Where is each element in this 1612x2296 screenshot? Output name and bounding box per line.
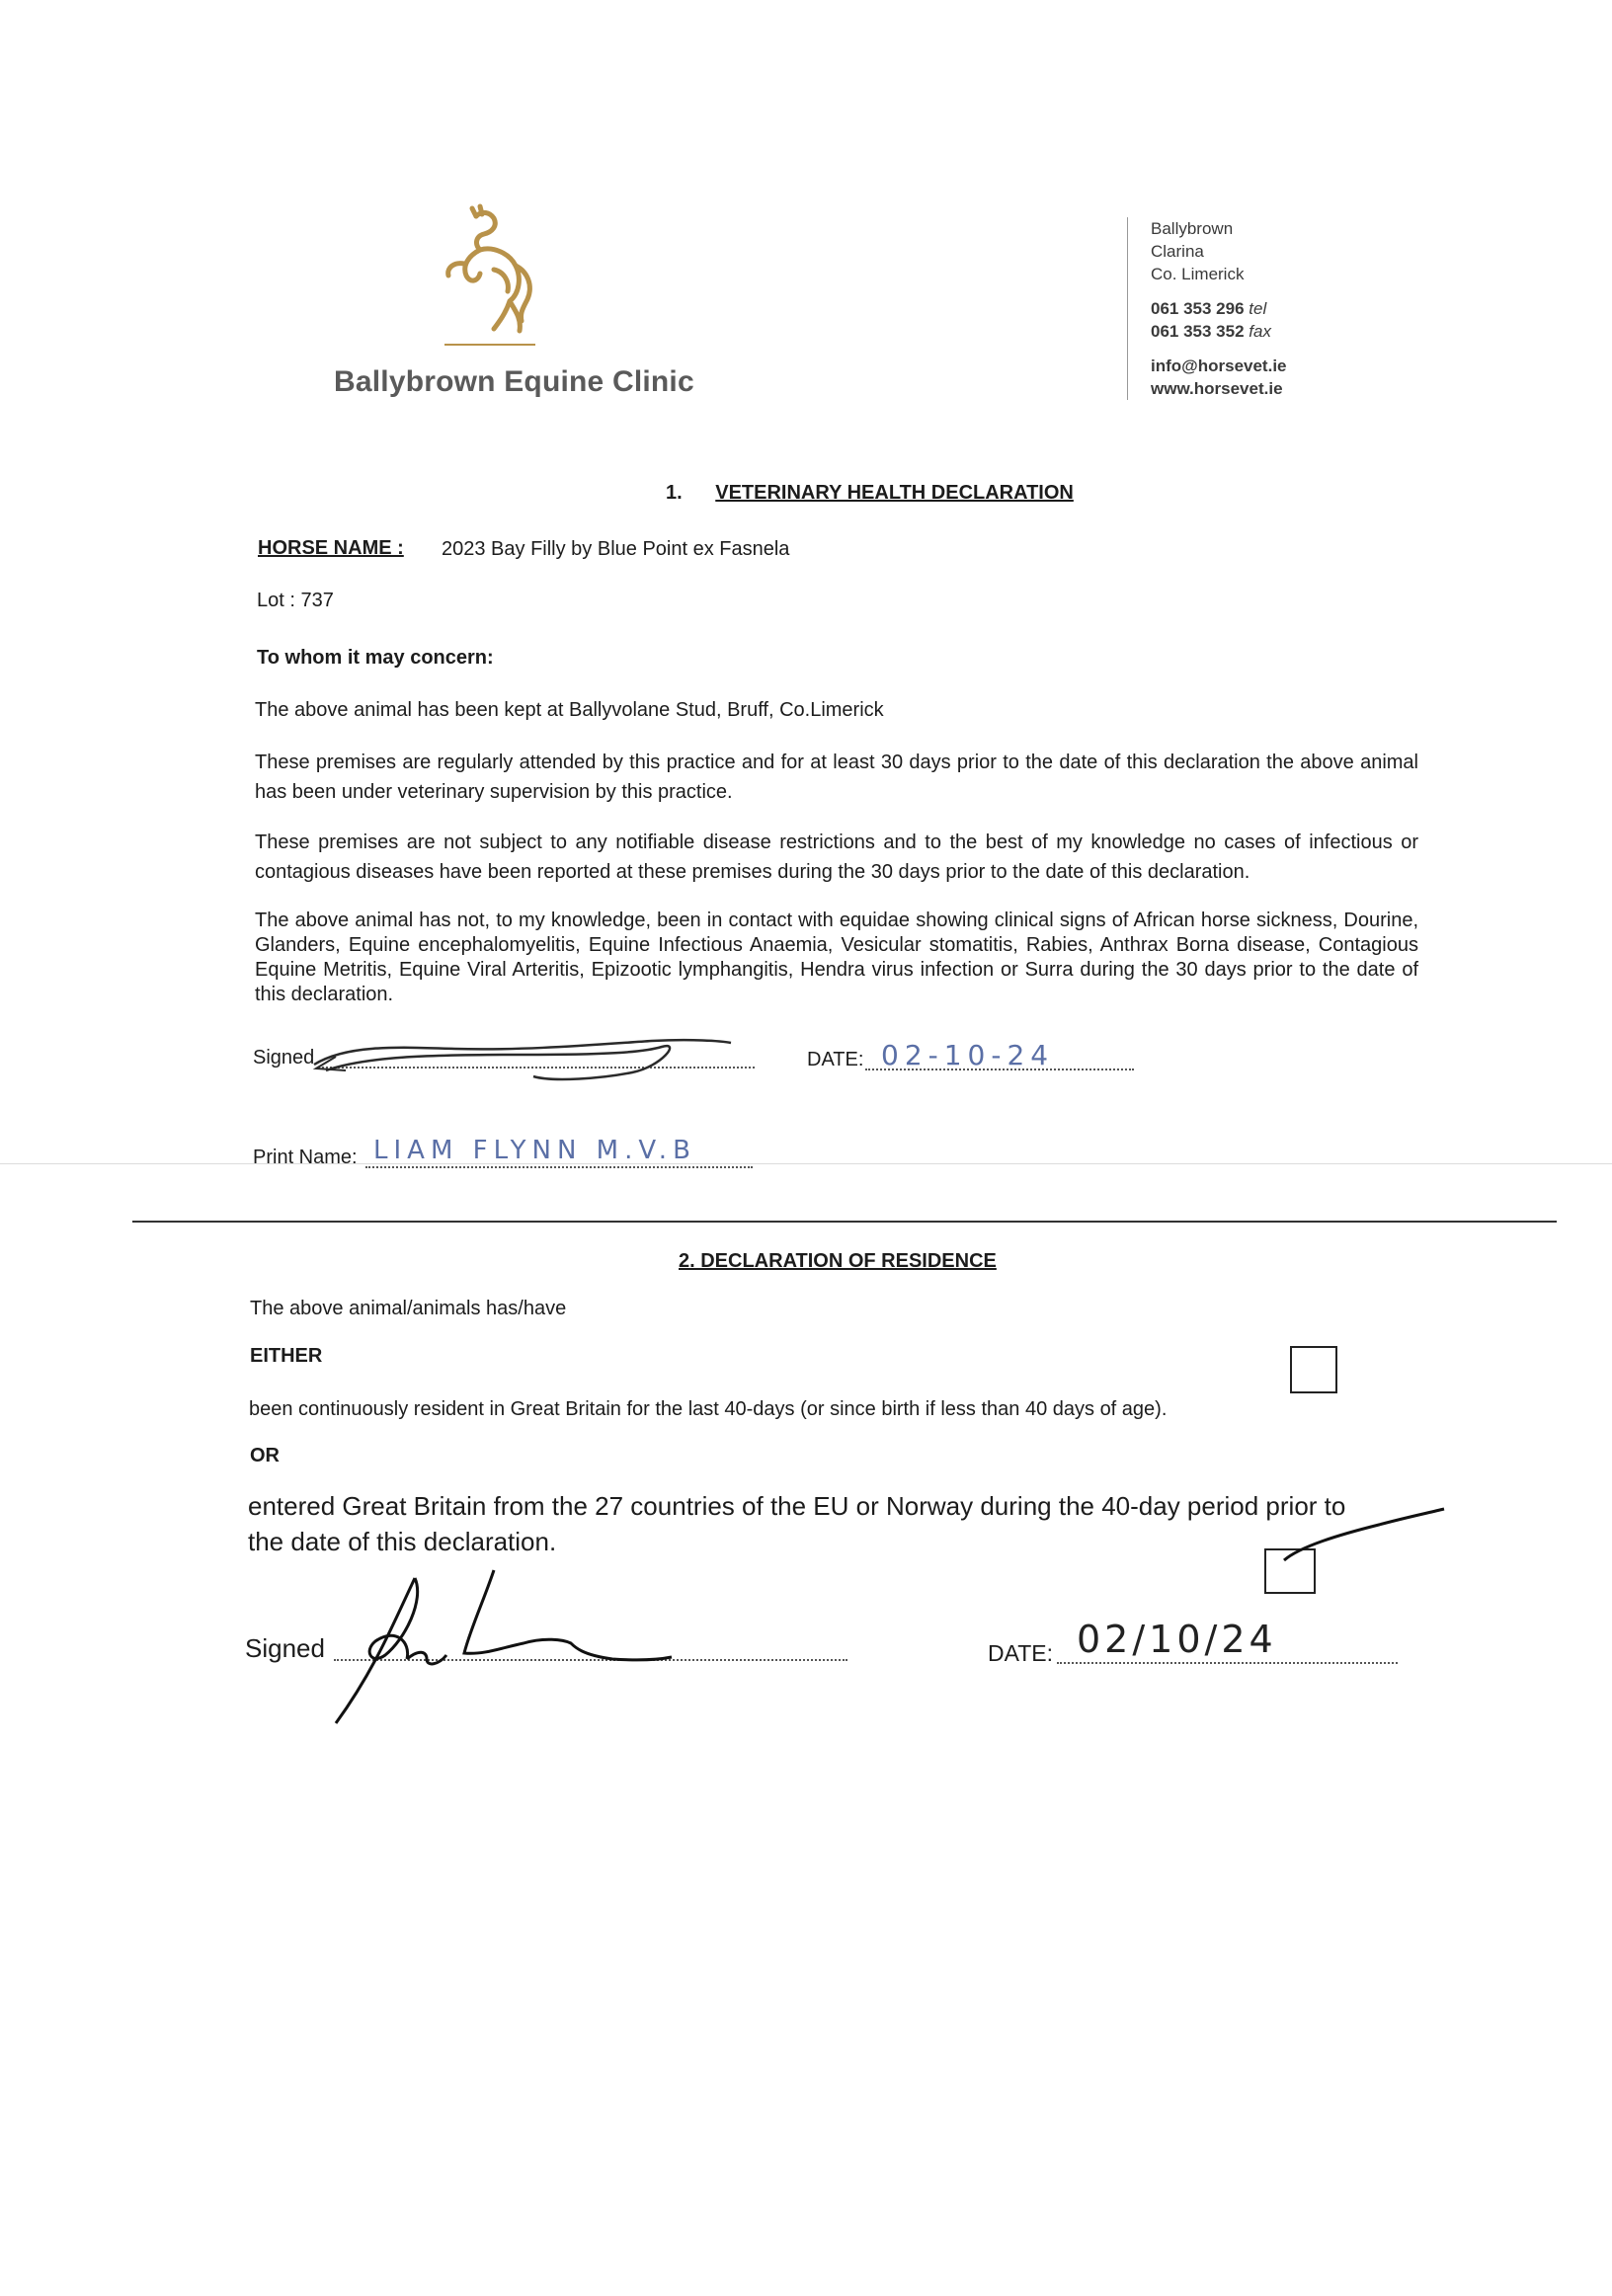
section2-title: 2. DECLARATION OF RESIDENCE xyxy=(679,1250,997,1272)
paragraph-premises: The above animal has been kept at Ballyvolane Stud, Bruff, Co.Limerick xyxy=(255,699,884,721)
residence-intro: The above animal/animals has/have xyxy=(250,1298,567,1319)
clinic-contact-block xyxy=(1151,217,1348,400)
checkbox-empty-icon[interactable] xyxy=(1290,1346,1337,1393)
fax-line xyxy=(1151,320,1348,343)
tel-line xyxy=(1151,297,1348,320)
section1-number: 1. xyxy=(666,482,683,504)
website-link[interactable]: www.horsevet.ie xyxy=(1151,379,1283,398)
address-line: Co. Limerick xyxy=(1151,265,1245,283)
section-divider xyxy=(132,1221,1557,1223)
salutation: To whom it may concern: xyxy=(257,647,494,669)
paragraph-contact-equidae: The above animal has not, to my knowledge, been in contact with equidae showing clinical signs of African horse sickness, Dourine, Glanders, Equine encephalomyelitis, Equine Infectious Anaemia, Vesicular stomatitis, Rabies, Anthrax Borna disease, Contagious Equine Metritis, Equine Viral Arteritis, Epizootic lymphangitis, Hendra virus infection or Surra during the 30 days prior to the date of this declaration. xyxy=(255,910,1418,1005)
print-name-value: LIAM FLYNN M.V.B xyxy=(373,1136,696,1165)
tel-label: tel xyxy=(1249,299,1267,318)
date-line-2 xyxy=(1057,1662,1398,1664)
lot-number: Lot : 737 xyxy=(257,590,334,611)
date-label-2: DATE: xyxy=(988,1640,1054,1666)
address-line: Ballybrown xyxy=(1151,219,1234,238)
clinic-logo xyxy=(425,202,553,351)
signed-label-2: Signed xyxy=(245,1633,325,1663)
address-line: Clarina xyxy=(1151,242,1204,261)
fax-label: fax xyxy=(1249,322,1271,341)
paragraph-disease-restrictions: These premises are not subject to any notifiable disease restrictions and to the best of my knowledge no cases of infectious or contagious diseases have been reported at these premises during the 30 days prior to the date of this declaration. xyxy=(255,831,1418,883)
rearing-horse-logo-icon xyxy=(425,202,553,351)
section1-heading xyxy=(666,478,1074,508)
tel-number: 061 353 296 xyxy=(1151,299,1245,318)
signature-1-icon xyxy=(306,1027,741,1086)
horse-name-value: 2023 Bay Filly by Blue Point ex Fasnela xyxy=(442,538,790,560)
print-name-line xyxy=(365,1166,753,1168)
tick-mark-icon xyxy=(1280,1501,1448,1580)
either-label: EITHER xyxy=(250,1345,323,1367)
signed-label-1: Signed xyxy=(253,1047,315,1069)
scan-line-artifact xyxy=(0,1163,1612,1164)
email-link[interactable]: info@horsevet.ie xyxy=(1151,356,1287,375)
date-value-1: 02-10-24 xyxy=(881,1039,1055,1071)
clinic-name: Ballybrown Equine Clinic xyxy=(334,365,694,398)
horse-name-label: HORSE NAME : xyxy=(258,537,404,559)
or-label: OR xyxy=(250,1445,280,1466)
date-value-2: 02/10/24 xyxy=(1077,1618,1277,1661)
paragraph-supervision: These premises are regularly attended by this practice and for at least 30 days prior to the date of this declaration the above animal has been under veterinary supervision by this practice. xyxy=(255,752,1418,803)
print-name-label: Print Name: xyxy=(253,1147,358,1168)
date-label-1: DATE: xyxy=(807,1049,864,1070)
option-entered: entered Great Britain from the 27 countries of the EU or Norway during the 40-day period prior to the date of this declaration. xyxy=(248,1491,1346,1556)
fax-number: 061 353 352 xyxy=(1151,322,1245,341)
section1-title: VETERINARY HEALTH DECLARATION xyxy=(715,482,1074,504)
signature-2-icon xyxy=(316,1560,691,1728)
option-resident: been continuously resident in Great Britain for the last 40-days (or since birth if less than 40 days of age). xyxy=(249,1398,1168,1420)
address-divider xyxy=(1127,217,1128,400)
